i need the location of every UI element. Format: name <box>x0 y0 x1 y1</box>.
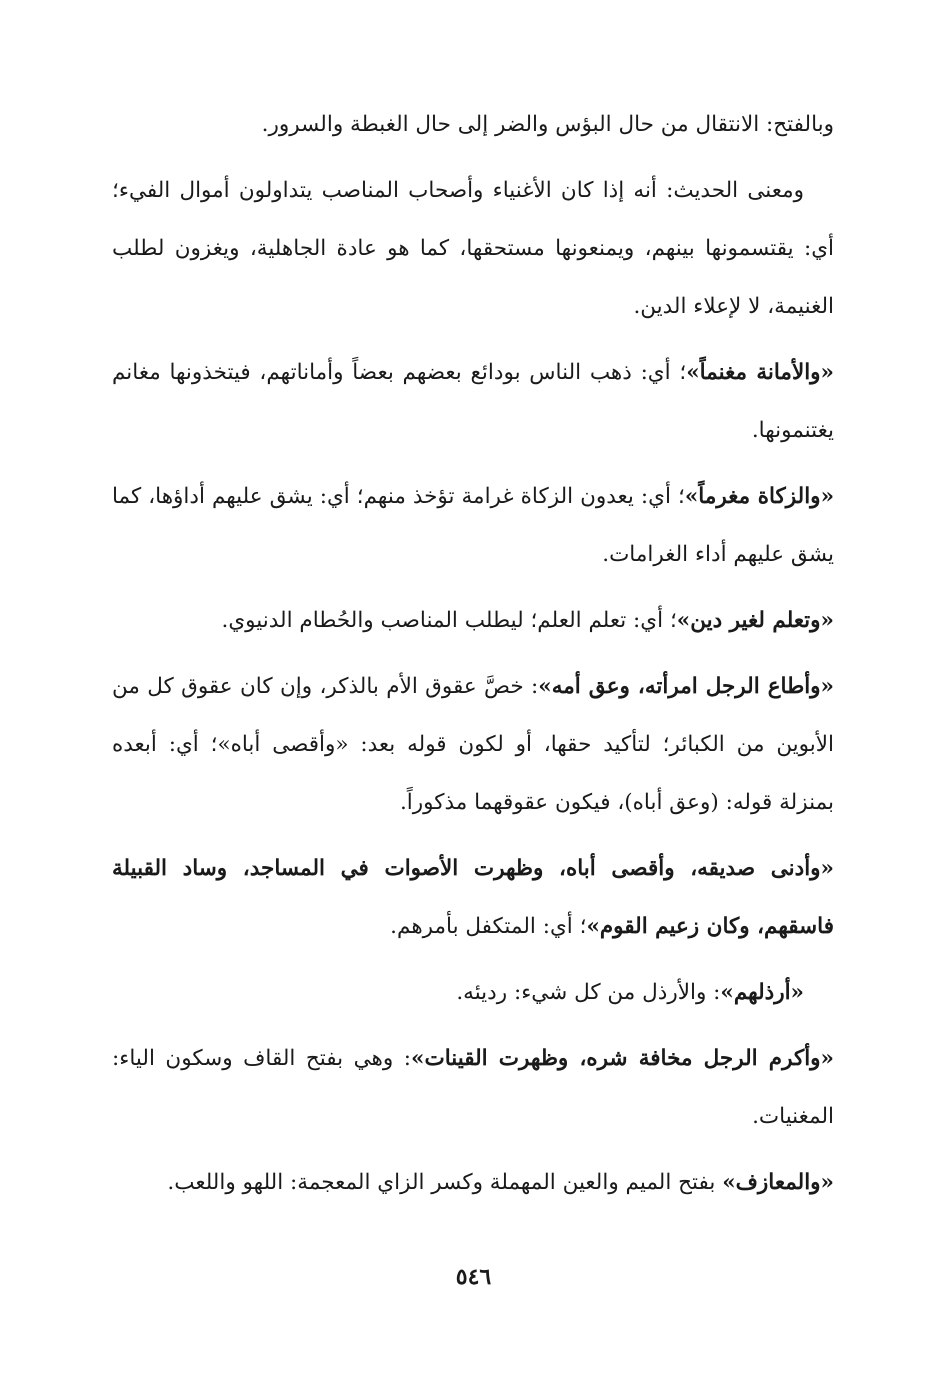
page-number: ٥٤٦ <box>455 1264 492 1290</box>
paragraph-text-10: بفتح الميم والعين المهملة وكسر الزاي المعجمة: اللهو واللعب. <box>167 1170 723 1195</box>
paragraph-text-9: : وهي بفتح القاف وسكون الياء: المغنيات. <box>112 1046 834 1129</box>
bold-phrase-10: «والمعازف» <box>722 1170 834 1195</box>
paragraph-text-6: : خصَّ عقوق الأم بالذكر، وإن كان عقوق كل من الأبوين من الكبائر؛ لتأكيد حقها، أو لكون قوله بعد: «وأقصى أباه»؛ أي: أبعده بمنزلة قوله: (وعق أباه)، فيكون عقوقهما مذكوراً. <box>112 674 834 815</box>
page-body <box>112 96 834 1220</box>
paragraph-3 <box>112 344 834 460</box>
paragraph-2 <box>112 162 834 336</box>
paragraph-text-7: ؛ أي: المتكفل بأمرهم. <box>390 914 587 939</box>
paragraph-6 <box>112 658 834 832</box>
paragraph-5 <box>112 592 834 650</box>
paragraph-1 <box>112 96 834 154</box>
paragraph-text-4: ؛ أي: يعدون الزكاة غرامة تؤخذ منهم؛ أي: يشق عليهم أداؤها، كما يشق عليهم أداء الغرامات. <box>112 484 834 567</box>
paragraph-8 <box>112 964 834 1022</box>
paragraph-text-8: : والأرذل من كل شيء: رديئه. <box>456 980 721 1005</box>
paragraph-4 <box>112 468 834 584</box>
bold-phrase-5: «وتعلم لغير دين» <box>676 608 834 633</box>
paragraph-7 <box>112 840 834 956</box>
paragraph-text-5: ؛ أي: تعلم العلم؛ ليطلب المناصب والحُطام الدنيوي. <box>221 608 677 633</box>
bold-phrase-7: «وأدنى صديقه، وأقصى أباه، وظهرت الأصوات في المساجد، وساد القبيلة فاسقهم، وكان زعيم القوم» <box>112 856 834 939</box>
paragraph-9 <box>112 1030 834 1146</box>
paragraph-text-1: وبالفتح: الانتقال من حال البؤس والضر إلى حال الغبطة والسرور. <box>261 112 834 137</box>
paragraph-text-3: ؛ أي: ذهب الناس بودائع بعضهم بعضاً وأماناتهم، فيتخذونها مغانم يغتنمونها. <box>112 360 834 443</box>
bold-phrase-4: «والزكاة مغرماً» <box>684 484 835 509</box>
paragraph-text-2: ومعنى الحديث: أنه إذا كان الأغنياء وأصحاب المناصب يتداولون أموال الفيء؛ أي: يقتسمونها بينهم، ويمنعونها مستحقها، كما هو عادة الجاهلية، ويغزون لطلب الغنيمة، لا لإعلاء الدين. <box>112 178 834 319</box>
bold-phrase-8: «أرذلهم» <box>720 980 804 1005</box>
paragraph-10 <box>112 1154 834 1212</box>
bold-phrase-9: «وأكرم الرجل مخافة شره، وظهرت القينات» <box>411 1046 834 1071</box>
bold-phrase-6: «وأطاع الرجل امرأته، وعق أمه» <box>538 674 834 699</box>
bold-phrase-3: «والأمانة مغنماً» <box>686 360 834 385</box>
